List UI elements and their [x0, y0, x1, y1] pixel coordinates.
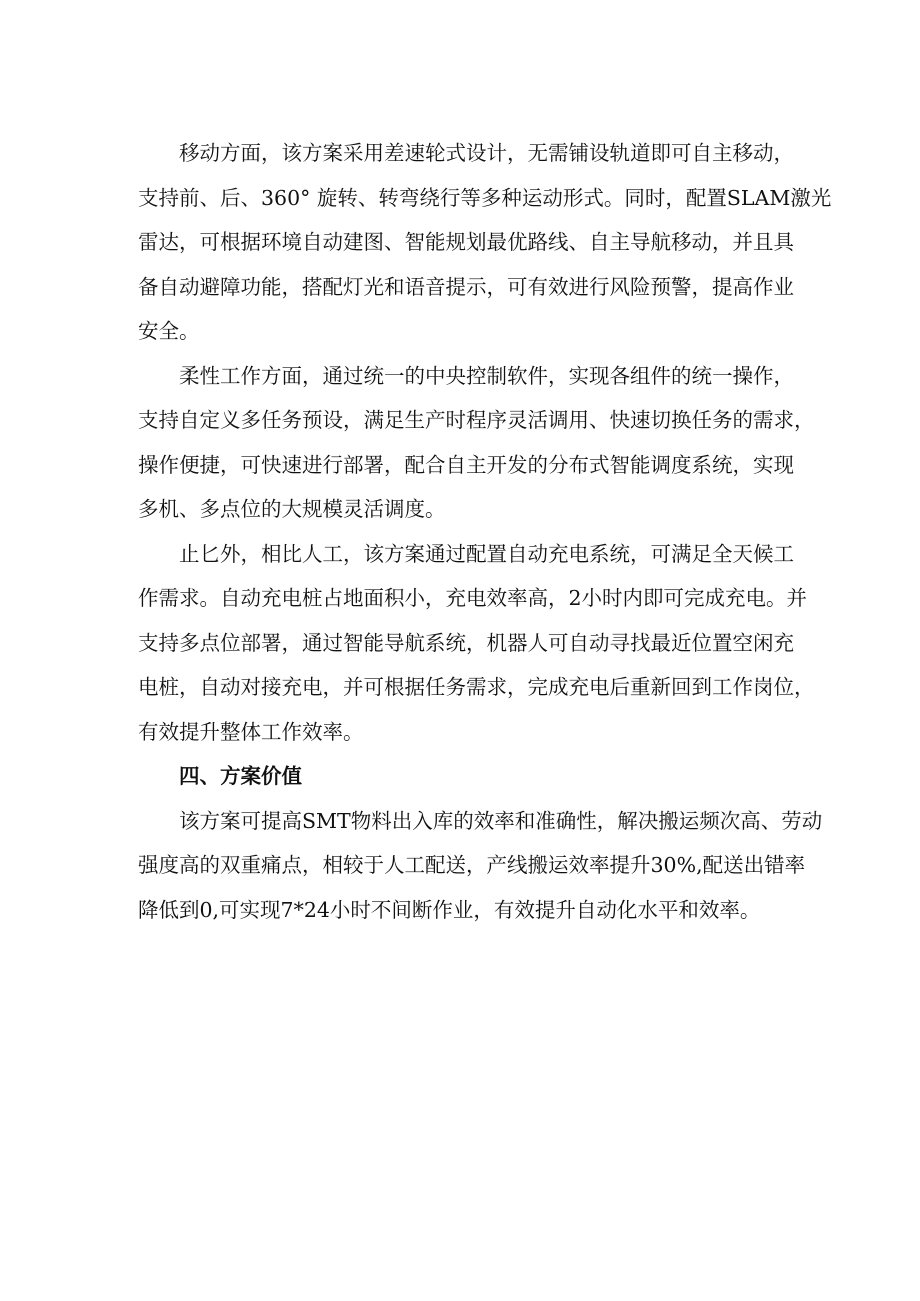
paragraph-auto-charging: [138, 532, 815, 755]
paragraph-line: 备自动避障功能，搭配灯光和语音提示，可有效进行风险预警，提高作业: [138, 274, 794, 299]
paragraph-line: 支持多点位部署，通过智能导航系统，机器人可自动寻找最近位置空闲充: [138, 630, 794, 655]
paragraph-line: 电桩，自动对接充电，并可根据任务需求，完成充电后重新回到工作岗位，: [138, 675, 815, 699]
paragraph-line: 多机、多点位的大规模灵活调度。: [138, 497, 446, 521]
paragraph-line: 支持自定义多任务预设，满足生产时程序灵活调用、快速切换任务的需求，: [138, 408, 815, 432]
paragraph-solution-value: [138, 799, 823, 933]
paragraph-line: 作需求。自动充电桩占地面积小，充电效率高，2小时内即可完成充电。并: [138, 586, 808, 610]
paragraph-line: 强度高的双重痛点，相较于人工配送，产线搬运效率提升30%,配送出错率: [138, 853, 806, 877]
paragraph-mobility: [138, 131, 832, 354]
paragraph-flexible-work: [138, 354, 815, 532]
paragraph-line: 止匕外，相比人工，该方案通过配置自动充电系统，可满足全天候工: [179, 541, 794, 566]
paragraph-line: 移动方面，该方案采用差速轮式设计，无需铺设轨道即可自主移动，: [179, 141, 794, 165]
paragraph-line: 该方案可提高SMT物料出入库的效率和准确性，解决搬运频次高、劳动: [179, 808, 823, 833]
paragraph-line: 安全。: [138, 319, 200, 343]
paragraph-line: 支持前、后、360° 旋转、转弯绕行等多种运动形式。同时，配置SLAM激光: [138, 185, 832, 210]
paragraph-line: 降低到0,可实现7*24小时不间断作业，有效提升自动化水平和效率。: [138, 897, 761, 922]
paragraph-line: 有效提升整体工作效率。: [138, 719, 364, 744]
section-heading: 四、方案价值: [179, 764, 302, 788]
paragraph-line: 操作便捷，可快速进行部署，配合自主开发的分布式智能调度系统，实现: [138, 452, 794, 477]
paragraph-line: 柔性工作方面，通过统一的中央控制软件，实现各组件的统一操作，: [179, 363, 794, 388]
document-body: [138, 131, 832, 932]
paragraph-line: 雷达，可根据环境自动建图、智能规划最优路线、自主导航移动，并且具: [138, 230, 794, 254]
